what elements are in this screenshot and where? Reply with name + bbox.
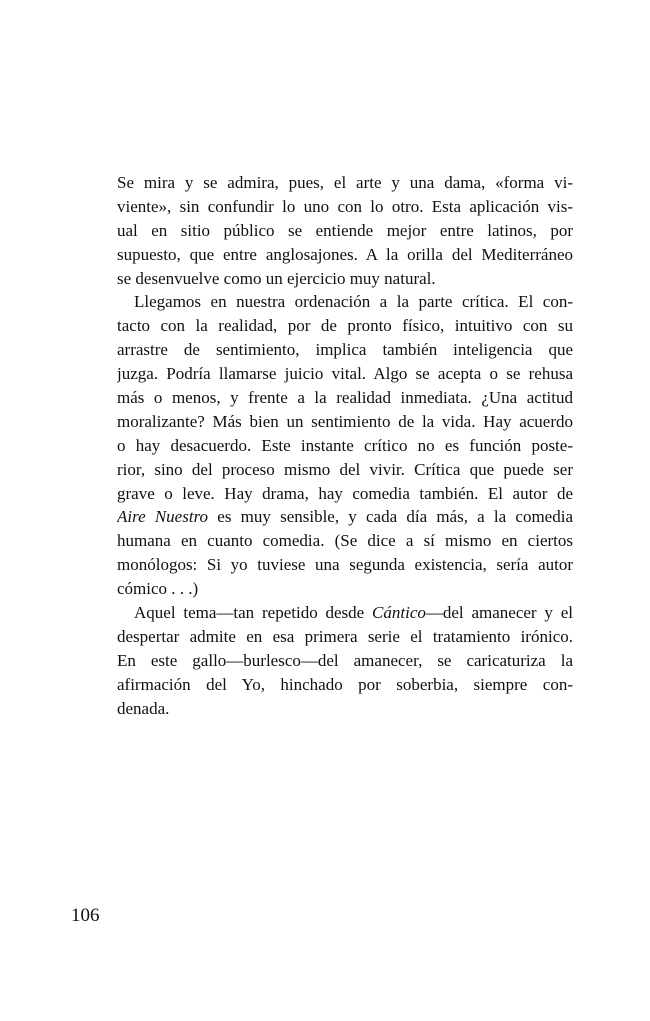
text-run: humana en cuanto comedia. (Se dice a sí mismo en ciertos — [117, 531, 573, 551]
text-run: despertar admite en esa primera serie el tratamiento irónico. — [117, 626, 573, 646]
paragraph — [117, 171, 573, 290]
text-run: es muy sensible, y cada día más, a la comedia — [208, 507, 573, 527]
text-line — [117, 410, 573, 434]
italic-title: Aire Nuestro — [117, 507, 209, 527]
paragraph — [117, 601, 573, 720]
text-line — [117, 243, 573, 267]
text-run: o hay desacuerdo. Este instante crítico no es función poste- — [117, 435, 573, 455]
text-run: viente», sin confundir lo uno con lo otro. Esta aplicación vis- — [117, 196, 573, 216]
text-line — [117, 171, 573, 195]
text-run: denada. — [117, 698, 170, 718]
text-run: se desenvuelve como un ejercicio muy natural. — [117, 268, 436, 288]
text-run: moralizante? Más bien un sentimiento de la vida. Hay acuerdo — [117, 411, 573, 431]
text-run: cómico . . .) — [117, 579, 199, 599]
text-run: Llegamos en nuestra ordenación a la parte crítica. El con- — [134, 292, 573, 312]
text-line — [117, 673, 573, 697]
text-line — [117, 577, 573, 601]
text-run: Se mira y se admira, pues, el arte y una dama, «forma vi- — [117, 173, 573, 192]
text-line — [117, 386, 573, 410]
text-run: afirmación del Yo, hinchado por soberbia, siempre con- — [117, 674, 573, 694]
text-run: —del amanecer y el — [425, 603, 573, 623]
text-run: más o menos, y frente a la realidad inmediata. ¿Una actitud — [117, 388, 573, 408]
text-line — [117, 625, 573, 649]
text-run: juzga. Podría llamarse juicio vital. Algo se acepta o se rehusa — [117, 364, 573, 384]
text-line — [117, 267, 573, 291]
text-line — [117, 505, 573, 529]
text-run: ual en sitio público se entiende mejor entre latinos, por — [117, 220, 573, 240]
page-number: 106 — [71, 905, 100, 926]
text-line — [117, 458, 573, 482]
text-line — [117, 529, 573, 553]
text-line — [117, 553, 573, 577]
paragraph — [117, 290, 573, 601]
italic-title: Cántico — [372, 603, 426, 623]
text-line — [117, 649, 573, 673]
text-run: tacto con la realidad, por de pronto físico, intuitivo con su — [117, 316, 573, 336]
text-line — [117, 195, 573, 219]
text-run: monólogos: Si yo tuviese una segunda existencia, sería autor — [117, 555, 573, 575]
text-run: grave o leve. Hay drama, hay comedia también. El autor de — [117, 483, 573, 503]
text-line — [117, 290, 573, 314]
text-line — [117, 434, 573, 458]
text-line — [117, 601, 573, 625]
text-line — [117, 219, 573, 243]
text-run: Aquel tema—tan repetido desde — [134, 603, 373, 623]
text-run: rior, sino del proceso mismo del vivir. Crítica que puede ser — [117, 459, 573, 479]
text-line — [117, 362, 573, 386]
text-line — [117, 338, 573, 362]
text-line — [117, 482, 573, 506]
text-run: arrastre de sentimiento, implica también inteligencia que — [117, 340, 573, 360]
text-line — [117, 697, 573, 721]
text-line — [117, 314, 573, 338]
body-text — [117, 171, 573, 720]
text-run: En este gallo—burlesco—del amanecer, se caricaturiza la — [117, 650, 573, 670]
text-run: supuesto, que entre anglosajones. A la orilla del Mediterráneo — [117, 244, 573, 264]
